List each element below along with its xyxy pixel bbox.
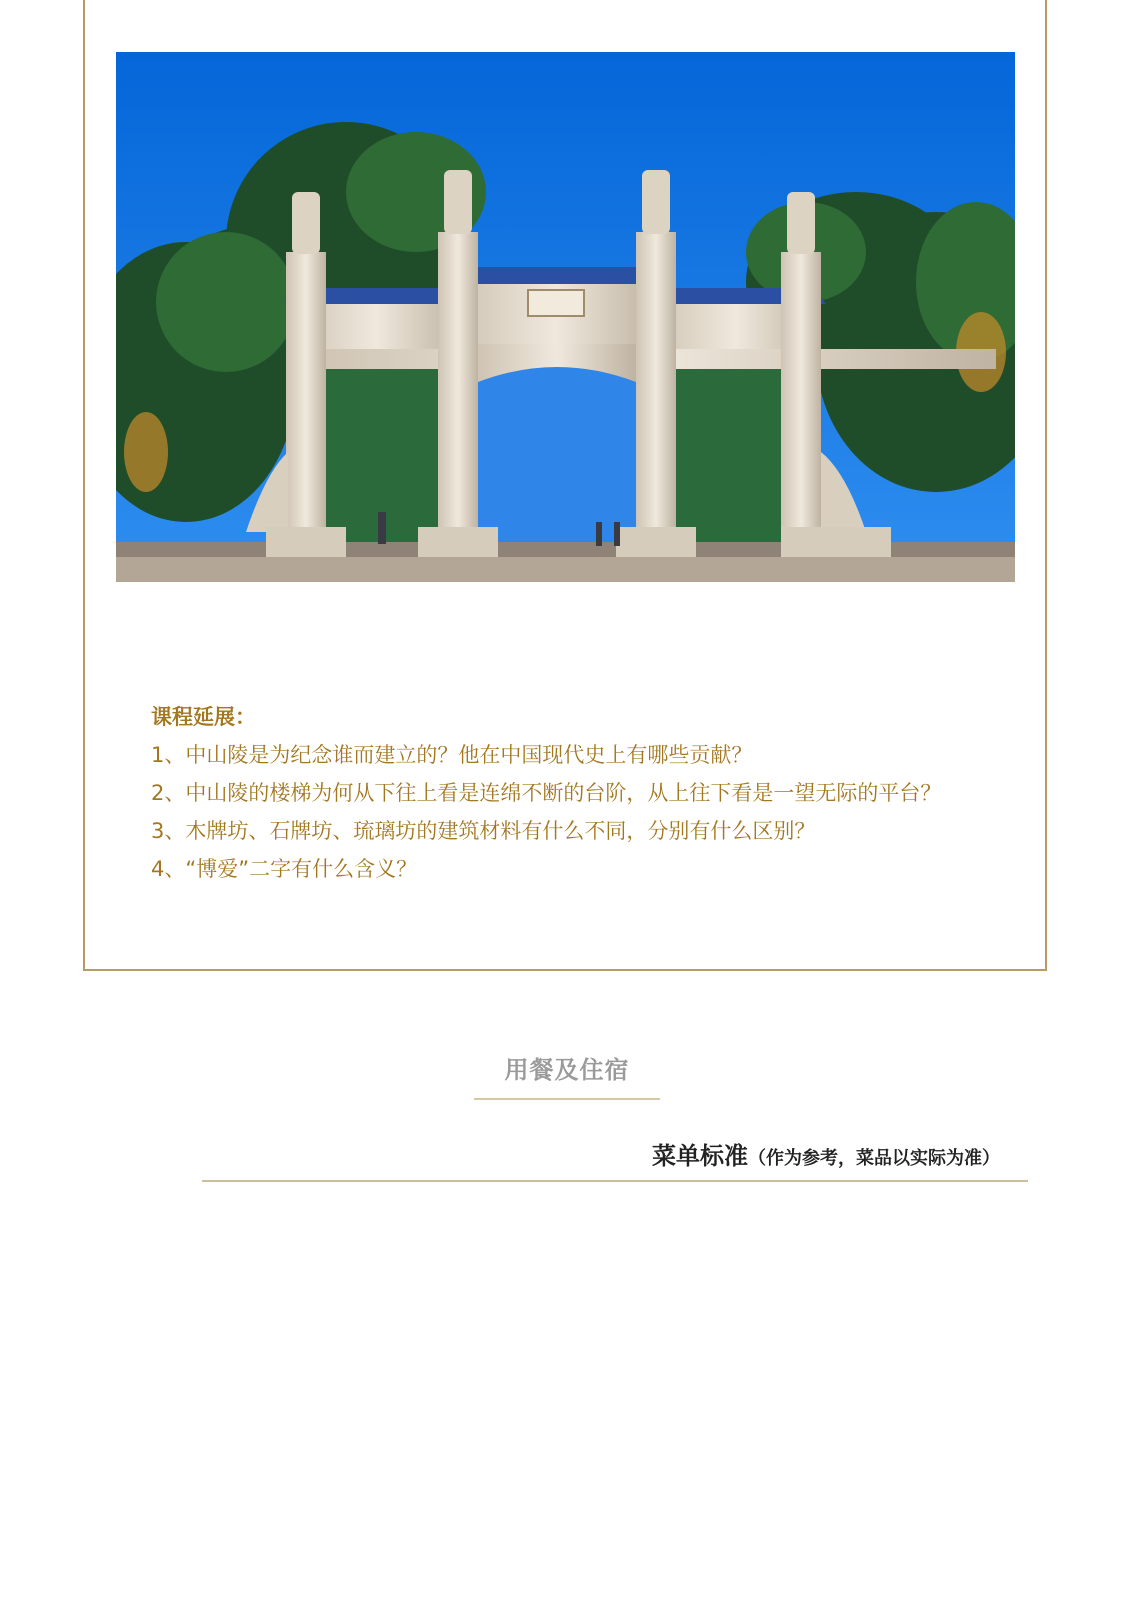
question-2: 2、中山陵的楼梯为何从下往上看是连绵不断的台阶，从上往下看是一望无际的平台？ xyxy=(151,781,942,805)
menu-title-main: 菜单标准 xyxy=(652,1142,748,1170)
course-extension-title: 课程延展： xyxy=(151,705,256,729)
menu-divider xyxy=(202,1180,1028,1182)
question-3: 3、木牌坊、石牌坊、琉璃坊的建筑材料有什么不同，分别有什么区别？ xyxy=(151,819,816,843)
question-4: 4、“博爱”二字有什么含义？ xyxy=(151,857,418,881)
meals-section-heading: 用餐及住宿 xyxy=(504,1056,630,1084)
paifang-gate-photo xyxy=(116,52,1015,582)
question-1: 1、中山陵是为纪念谁而建立的？他在中国现代史上有哪些贡献？ xyxy=(151,743,753,767)
menu-standard-title xyxy=(200,1136,1000,1171)
menu-title-note: （作为参考，菜品以实际为准） xyxy=(748,1148,1000,1169)
meals-heading-underline xyxy=(474,1098,660,1100)
course-extension xyxy=(151,677,1011,888)
